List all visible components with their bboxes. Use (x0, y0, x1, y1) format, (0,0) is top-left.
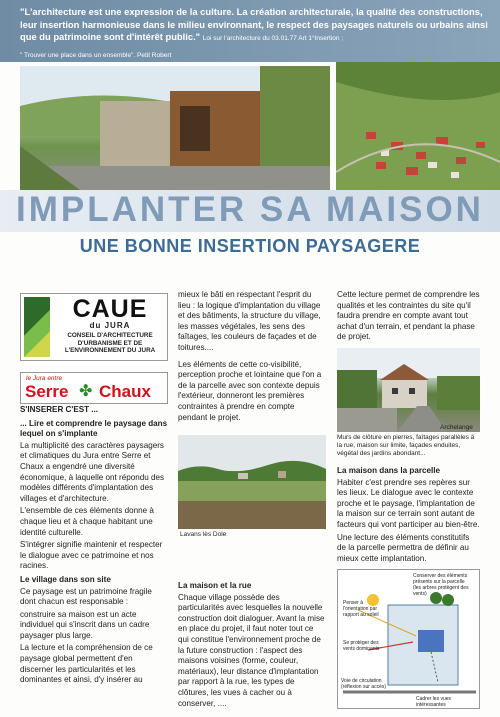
paragraph: Cette lecture permet de comprendre les qualités et les contraintes du site qu'il faudra prendre en compte avant tout achat d'un terrain, et pendant la phase de projet. (337, 290, 480, 342)
parcel-diagram (337, 569, 480, 709)
caue-description: CONSEIL D'ARCHITECTURE D'URBANISME ET DE L'ENVIRONNEMENT DU JURA (64, 332, 156, 355)
page-title: IMPLANTER SA MAISON (16, 190, 484, 229)
column-1 (20, 402, 168, 688)
paragraph: Ce paysage est un patrimoine fragile dont chacun est responsable : (20, 586, 152, 607)
section-heading: La maison et la rue (178, 581, 252, 590)
serre-chaux-logo (20, 372, 168, 404)
paragraph: La multiplicité des caractères paysagers et climatiques du Jura entre Serre et Chaux a engendré une diversité économique, à laquelle ont répondu des modèles différents d'implantation des villages et d'architecture. (20, 440, 164, 503)
diagram-label: Cadrer les vues intéressantes (416, 696, 452, 708)
paragraph: mieux le bâti en respectant l'esprit du lieu : la logique d'implantation du village et des bâtiments, la structure du village, les masses végétales, les sens des faîtages, les couleurs de façades et de toitures.... (178, 290, 321, 352)
photo-caption: Murs de clôture en pierres, faîtages parallèles à la rue, maison sur limite, façades enduites, végétal des jardins abondant... (337, 434, 475, 457)
section-heading: Le village dans son site (20, 574, 111, 584)
paragraph: La lecture et la compréhension de ce paysage global permettent d'en discerner les particularités et les dominantes et ainsi, d'y insérer au (20, 643, 153, 685)
paragraph: Les éléments de cette co-visibilité, perception proche et lointaine que l'on a de la parcelle avec son contexte depuis l'extérieur, donneront les premières contraintes à prendre en compte pendant le projet. (178, 359, 322, 422)
column-2-lower (178, 578, 326, 711)
quote-text: "L'architecture est une expression de la culture. La création architecturale, la qualité des constructions, leur insertion harmonieuse dans le milieu environnant, le respect des paysages naturels ou urbains ainsi que du patrimoine sont d'intérêt public." (20, 6, 488, 42)
paragraph: S'intégrer signifie maintenir et respecter le dialogue avec ce patrimoine et nos racines. (20, 540, 163, 571)
caue-name: CAUE (72, 295, 148, 323)
photo-caption: Lavans lès Dole (180, 531, 227, 538)
column-3 (337, 290, 480, 345)
chaux-word: Chaux (99, 382, 151, 401)
page-subtitle: UNE BONNE INSERTION PAYSAGERE (79, 236, 421, 256)
column-2 (178, 290, 326, 425)
section-heading: S'INSERER C'EST ... (20, 405, 99, 414)
serre-chaux-tagline: le Jura entre (26, 375, 63, 382)
caue-logo (20, 293, 168, 361)
architecture-quote (20, 6, 495, 46)
leaf-icon: ✤ (79, 383, 93, 400)
house-photo (20, 66, 330, 190)
paragraph: Habiter c'est prendre ses repères sur les lieux. Le dialogue avec le contexte proche et le paysage, l'implantation de la maison sur ce terrain sont autant de facteurs qui vont participer au bien-être. (337, 477, 480, 529)
paragraph: construire sa maison est un acte individuel qui s'inscrit dans un cadre paysager plus large. (20, 609, 150, 640)
diagram-label: Conserver des éléments présents sur la parcelle (les arbres protègent des vents) (413, 573, 469, 597)
village-aerial-photo (336, 62, 500, 190)
diagram-label: Penser à l'orientation par rapport au soleil (343, 600, 379, 618)
law-reference: Loi sur l'architecture du 03.01.77 Art 1°Insertion ; (202, 35, 344, 42)
paragraph: Chaque village possède des particularités avec lesquelles la nouvelle construction doit dialoguer. Avant la mise en place du projet, il faut noter tout ce qui constitue l'environnement proche de la future construction : l'aspect des maisons voisines (forme, couleur, matériaux), leur distance d'implantation par rapport à la rue, les types de clôtures, les vues à cacher ou à conserver, .... (178, 592, 325, 708)
paragraph: Une lecture des éléments constitutifs de la parcelle permettra de définir au mieux cette implantation. (337, 532, 470, 563)
quote-definition: " Trouver une place dans un ensemble". Petit Robert (20, 52, 172, 59)
paragraph: L'ensemble de ces éléments donne à chaque lieu et à chaque habitant une identité culturelle. (20, 506, 154, 537)
street-photo (337, 348, 480, 432)
section-subheading: ... Lire et comprendre le paysage dans lequel on s'implante (20, 418, 168, 439)
caue-emblem (24, 297, 50, 357)
diagram-label: Voie de circulation (réflexion sur accès) (341, 678, 387, 690)
diagram-label: Se protéger des vents dominants (343, 640, 380, 652)
field-photo (178, 435, 326, 529)
photo-label: Archelange (440, 424, 473, 431)
section-heading: La maison dans la parcelle (337, 466, 441, 475)
caue-region: du JURA (89, 321, 131, 330)
column-3-lower (337, 463, 480, 566)
serre-word: Serre (25, 382, 69, 401)
